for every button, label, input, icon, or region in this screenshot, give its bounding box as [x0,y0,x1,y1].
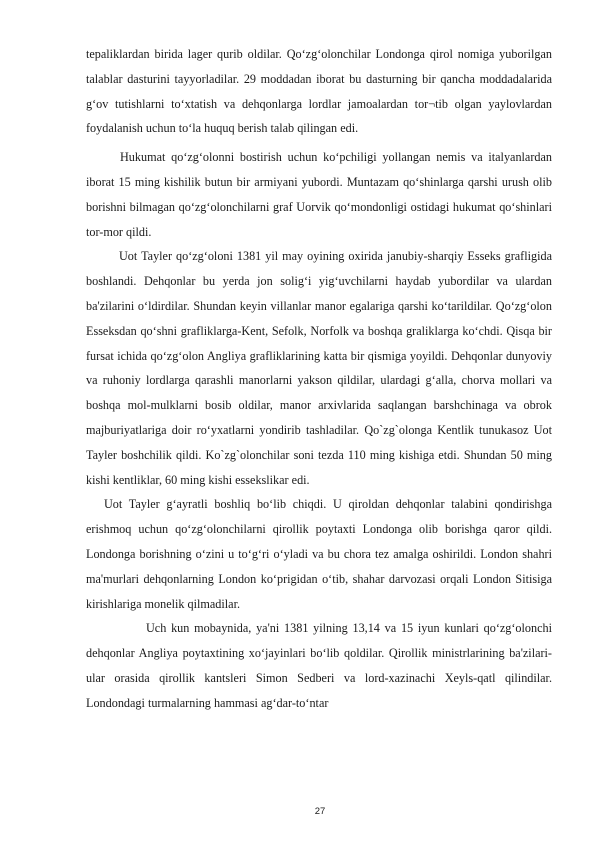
paragraph-2: Hukumat qo‘zg‘olonni bostirish uchun ko‘pchiligi yollangan nemis va italyanlardan iborat 15 ming kishilik butun bir armiyani yubordi. Muntazam qo‘shinlarga qarshi urush olib borishni bilmagan qo‘zg‘olonchilarni graf Uorvik qo‘mondonligi ostidagi hukumat qo‘shinlari tor-mor qildi. [86,150,552,239]
paragraph-5: Uch kun mobaynida, ya'ni 1381 yilning 13,14 va 15 iyun kunlari qo‘zg‘olonchi dehqonlar Angliya poytaxtining xo‘jayinlari bo‘lib qoldilar. Qirollik ministrlarining ba'zilari-ular orasida qirollik kantsleri Simon Sedberi va lord-xazinachi Xeyls-qatl qilindilar. Londondagi turmalarning hammasi ag‘dar-to‘ntar [86,621,552,710]
paragraph-4: Uot Tayler g‘ayratli boshliq bo‘lib chiqdi. U qiroldan dehqonlar talabini qondirishga erishmoq uchun qo‘zg‘olonchilarni qirollik poytaxti Londonga olib borishga qaror qildi. Londonga borishning o‘zini u to‘g‘ri o‘yladi va bu chora tez amalga oshirildi. London shahri ma'murlari dehqonlarning London ko‘prigidan o‘tib, shahar darvozasi orqali London Sitisiga kirishlariga monelik qilmadilar. [86,497,552,611]
paragraph-1: tepaliklardan birida lager qurib oldilar. Qo‘zg‘olonchilar Londonga qirol nomiga yuborilgan talablar dasturini tayyorladilar. 29 moddadan iborat bu dasturning bir qancha moddadalarida g‘ov tutishlarni to‘xtatish va dehqonlarga lordlar jamoalardan tor¬tib olgan yaylovlardan foydalanish uchun to‘la huquq berish talab qilingan edi. [86,47,552,136]
page-number: 27 [314,806,326,817]
paragraph-3: Uot Tayler qo‘zg‘oloni 1381 yil may oyining oxirida janubiy-sharqiy Esseks grafligida boshlandi. Dehqonlar bu yerda jon solig‘i yig‘uvchilarni haydab yubordilar va ulardan ba'zilarini o‘ldirdilar. Shundan keyin villanlar manor egalariga qarshi ko‘tarildilar. Qo‘zg‘olon Esseksdan qo‘shni grafliklarga-Kent, Sefolk, Norfolk va boshqa graliklarga ko‘chdi. Qisqa bir fursat ichida qo‘zg‘olon Angliya grafliklarining katta bir qismiga yoyildi. Dehqonlar dunyoviy va ruhoniy lordlarga qarashli manorlarni yakson qildilar, ulardagi g‘alla, chorva mollari va boshqa mol-mulklarni bosib oldilar, manor arxivlarida saqlangan barshchinaga va obrok majburiyatlariga doir ro‘yxatlarni yondirib tashladilar. Qo`zg`olonga Kentlik tunukasoz Uot Tayler boshchilik qildi. Ko`zg`olonchilar soni tezda 110 ming kishiga etdi. Shundan 50 ming kishi kentliklar, 60 ming kishi essekslikar edi. [86,249,552,487]
body-text [86,42,552,716]
